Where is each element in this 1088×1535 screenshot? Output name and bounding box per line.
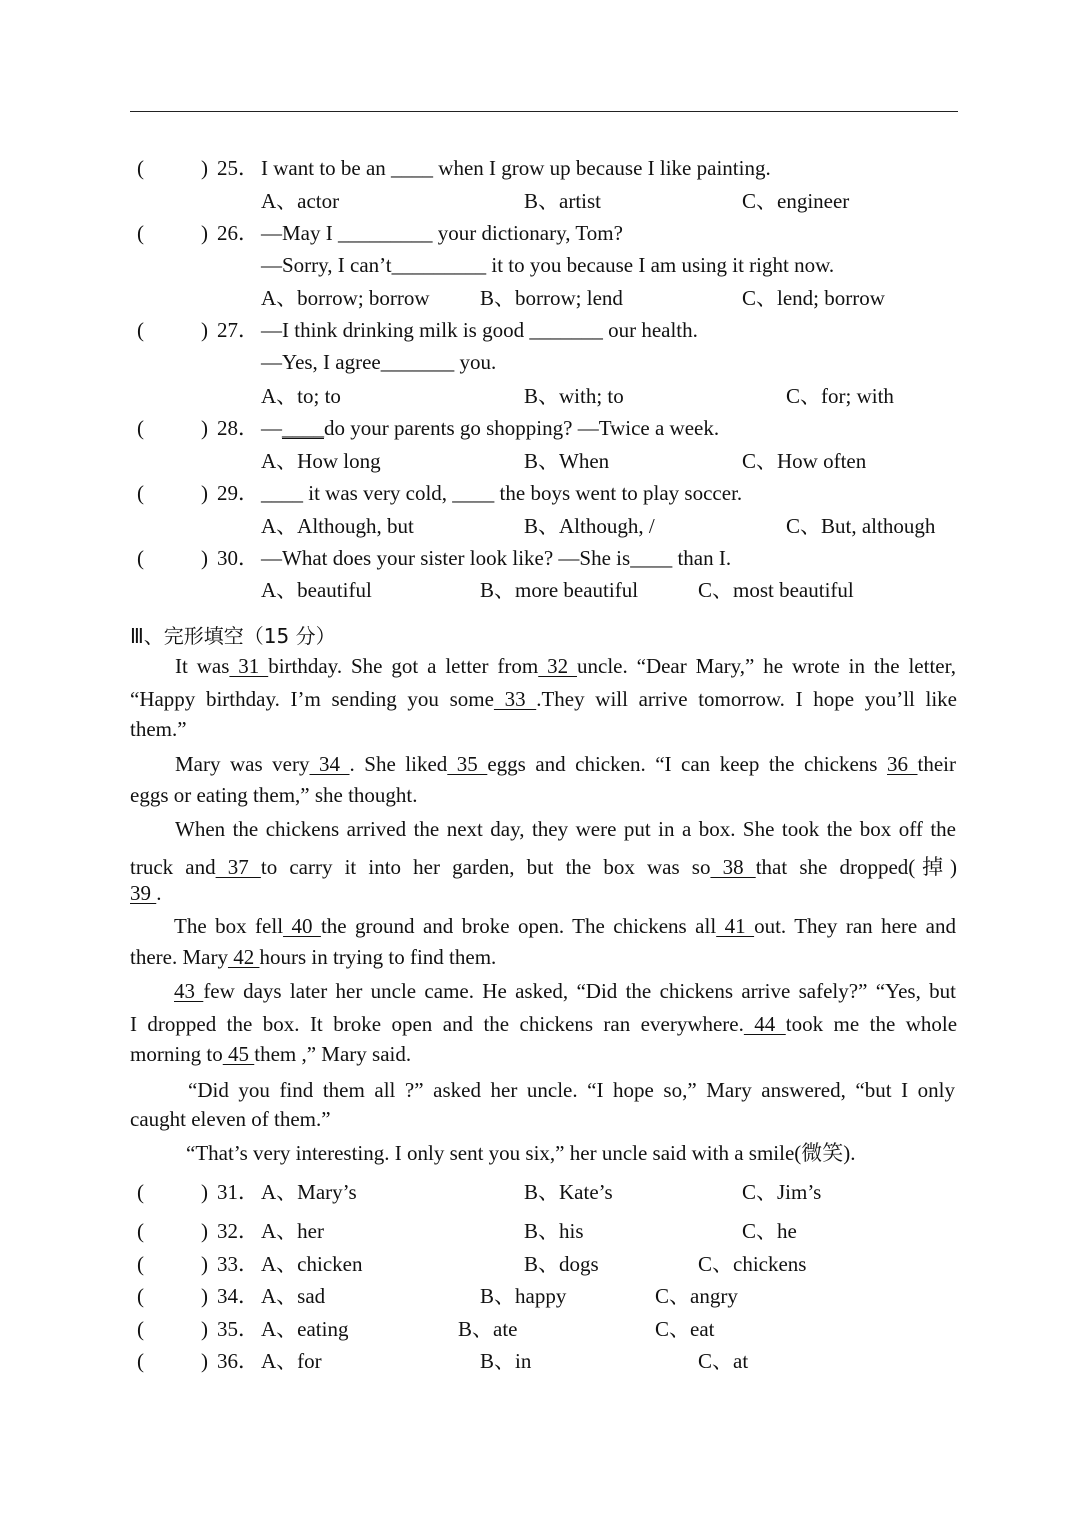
answer-paren-close: )	[201, 481, 208, 505]
question-stem-reply: —Yes, I agree_______ you.	[261, 350, 497, 374]
answer-paren-open: (	[137, 1219, 144, 1243]
question-stem: ____ it was very cold, ____ the boys went to play soccer.	[261, 481, 743, 505]
answer-paren-close: )	[201, 416, 208, 440]
option-a: A、actor	[261, 189, 340, 213]
question-stem: —____do your parents go shopping? —Twice a week.	[261, 416, 720, 440]
passage-line: 43 few days later her uncle came. He asked, “Did the chickens arrive safely?” “Yes, but	[174, 979, 956, 1003]
passage-line: I dropped the box. It broke open and the chickens ran everywhere. 44 took me the whole	[130, 1012, 958, 1036]
option-b: B、borrow; lend	[480, 286, 623, 310]
question-number: 26．	[217, 221, 259, 245]
answer-paren-open: (	[137, 416, 144, 440]
option-a: A、beautiful	[261, 578, 372, 602]
option-c: C、chickens	[698, 1252, 807, 1276]
question-stem: I want to be an ____ when I grow up because I like painting.	[261, 156, 771, 180]
header-rule	[130, 111, 958, 112]
answer-paren-open: (	[137, 1252, 144, 1276]
answer-paren-open: (	[137, 318, 144, 342]
cloze-blank-33: 33	[493, 687, 537, 711]
answer-paren-close: )	[201, 1349, 208, 1373]
answer-paren-open: (	[137, 1284, 144, 1308]
option-c: C、he	[742, 1219, 797, 1243]
answer-paren-close: )	[201, 318, 208, 342]
answer-paren-open: (	[137, 221, 144, 245]
answer-paren-close: )	[201, 156, 208, 180]
option-b: B、dogs	[524, 1252, 599, 1276]
option-b: B、happy	[480, 1284, 567, 1308]
cloze-blank-34: 34	[309, 752, 350, 776]
answer-paren-close: )	[201, 1180, 208, 1204]
passage-line: eggs or eating them,” she thought.	[130, 783, 418, 807]
option-c: C、Jim’s	[742, 1180, 822, 1204]
question-stem-reply: —Sorry, I can’t_________ it to you because I am using it right now.	[261, 253, 835, 277]
cloze-blank-36: 36	[887, 752, 918, 776]
option-b: B、When	[524, 449, 610, 473]
answer-paren-open: (	[137, 1349, 144, 1373]
answer-paren-open: (	[137, 1180, 144, 1204]
question-stem: —I think drinking milk is good _______ our health.	[261, 318, 698, 342]
passage-line: “Happy birthday. I’m sending you some 33 .They will arrive tomorrow. I hope you’ll like	[130, 687, 958, 711]
section-title: Ⅲ、完形填空（15 分）	[130, 624, 336, 648]
option-a: A、sad	[261, 1284, 326, 1308]
passage-line: The box fell 40 the ground and broke open. The chickens all 41 out. They ran here and	[174, 914, 956, 938]
passage-line: them.”	[130, 717, 187, 741]
question-number: 29．	[217, 481, 259, 505]
option-c: C、engineer	[742, 189, 850, 213]
question-number: 25．	[217, 156, 259, 180]
question-number: 36．	[217, 1349, 259, 1373]
option-c: C、most beautiful	[698, 578, 854, 602]
cloze-blank-43: 43	[174, 979, 204, 1003]
passage-line: It was 31 birthday. She got a letter from 32 uncle. “Dear Mary,” he wrote in the letter,	[175, 654, 957, 678]
question-number: 33．	[217, 1252, 259, 1276]
answer-paren-close: )	[201, 221, 208, 245]
option-c: C、lend; borrow	[742, 286, 885, 310]
option-c: C、angry	[655, 1284, 738, 1308]
cloze-blank-41: 41	[716, 914, 755, 938]
passage-line: caught eleven of them.”	[130, 1107, 331, 1131]
passage-line: 39 .	[130, 881, 162, 905]
option-b: B、with; to	[524, 384, 624, 408]
option-b: B、ate	[458, 1317, 518, 1341]
question-number: 30．	[217, 546, 259, 570]
passage-line: “That’s very interesting. I only sent you six,” her uncle said with a smile(微笑).	[186, 1141, 856, 1165]
question-number: 32．	[217, 1219, 259, 1243]
passage-line: truck and 37 to carry it into her garden, but the box was so 38 that she dropped(掉)	[130, 855, 958, 879]
cloze-blank-44: 44	[743, 1012, 786, 1036]
cloze-blank-39: 39	[130, 881, 157, 905]
cloze-blank-40: 40	[283, 914, 321, 938]
blank: ____	[282, 416, 324, 440]
option-b: B、Kate’s	[524, 1180, 613, 1204]
answer-paren-close: )	[201, 1317, 208, 1341]
question-stem: —May I _________ your dictionary, Tom?	[261, 221, 623, 245]
option-a: A、Although, but	[261, 514, 414, 538]
passage-line: “Did you find them all ?” asked her uncle. “I hope so,” Mary answered, “but I only	[188, 1078, 955, 1102]
question-number: 31．	[217, 1180, 259, 1204]
passage-line: there. Mary 42 hours in trying to find them.	[130, 945, 497, 969]
option-a: A、for	[261, 1349, 322, 1373]
option-c: C、How often	[742, 449, 867, 473]
option-a: A、How long	[261, 449, 381, 473]
option-b: B、artist	[524, 189, 601, 213]
answer-paren-open: (	[137, 481, 144, 505]
answer-paren-open: (	[137, 546, 144, 570]
question-stem: —What does your sister look like? —She is____ than I.	[261, 546, 732, 570]
question-number: 28．	[217, 416, 259, 440]
answer-paren-close: )	[201, 546, 208, 570]
passage-line: Mary was very 34 . She liked 35 eggs and chicken. “I can keep the chickens 36 their	[175, 752, 956, 776]
option-c: C、for; with	[786, 384, 894, 408]
answer-paren-close: )	[201, 1252, 208, 1276]
option-b: B、in	[480, 1349, 532, 1373]
cloze-blank-37: 37	[215, 855, 261, 879]
answer-paren-close: )	[201, 1219, 208, 1243]
option-a: A、Mary’s	[261, 1180, 357, 1204]
option-c: C、eat	[655, 1317, 715, 1341]
option-a: A、to; to	[261, 384, 341, 408]
option-c: C、But, although	[786, 514, 936, 538]
option-c: C、at	[698, 1349, 749, 1373]
option-a: A、chicken	[261, 1252, 363, 1276]
cloze-blank-45: 45	[222, 1042, 255, 1066]
passage-line: When the chickens arrived the next day, they were put in a box. She took the box off the	[175, 817, 956, 841]
cloze-blank-42: 42	[227, 945, 260, 969]
question-number: 34．	[217, 1284, 259, 1308]
option-b: B、more beautiful	[480, 578, 639, 602]
option-b: B、Although, /	[524, 514, 655, 538]
option-a: A、her	[261, 1219, 324, 1243]
answer-paren-open: (	[137, 156, 144, 180]
option-a: A、eating	[261, 1317, 349, 1341]
answer-paren-close: )	[201, 1284, 208, 1308]
option-a: A、borrow; borrow	[261, 286, 430, 310]
cloze-blank-31: 31	[229, 654, 269, 678]
question-number: 35．	[217, 1317, 259, 1341]
cloze-blank-35: 35	[447, 752, 488, 776]
question-number: 27．	[217, 318, 259, 342]
cloze-blank-32: 32	[538, 654, 577, 678]
option-b: B、his	[524, 1219, 584, 1243]
cloze-blank-38: 38	[710, 855, 756, 879]
passage-line: morning to 45 them ,” Mary said.	[130, 1042, 412, 1066]
answer-paren-open: (	[137, 1317, 144, 1341]
